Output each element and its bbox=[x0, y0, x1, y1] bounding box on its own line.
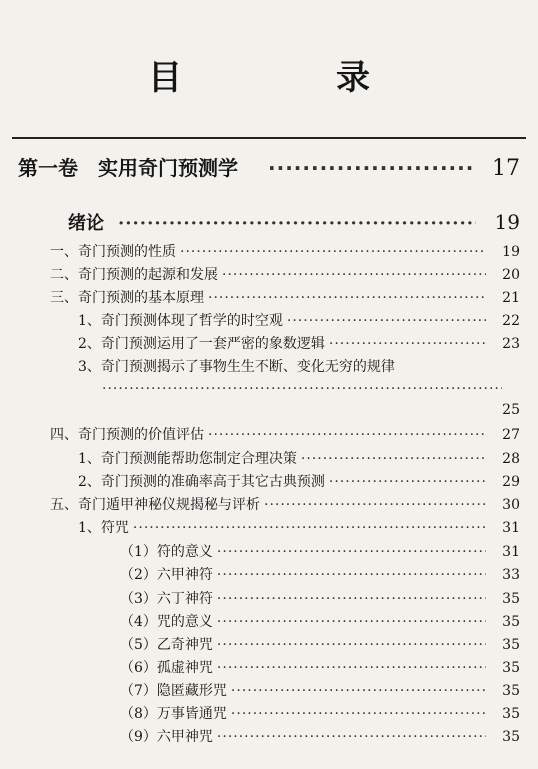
dot-leader bbox=[329, 336, 486, 352]
toc-entry-page: 35 bbox=[502, 591, 520, 607]
dot-leader bbox=[217, 614, 486, 630]
toc-entry-page: 28 bbox=[502, 451, 520, 467]
toc-entry[interactable] bbox=[0, 634, 538, 654]
toc-entry-label: 三、奇门预测的基本原理 bbox=[50, 290, 204, 306]
toc-entry-page: 35 bbox=[502, 660, 520, 676]
dot-leader bbox=[208, 290, 486, 306]
toc-entry-page: 31 bbox=[502, 544, 520, 560]
toc-entry-label: 1、奇门预测体现了哲学的时空观 bbox=[78, 313, 283, 329]
dot-leader bbox=[268, 156, 476, 180]
toc-entry-label: 一、奇门预测的性质 bbox=[50, 244, 176, 260]
toc-entry-label: （8）万事皆通咒 bbox=[120, 706, 227, 722]
dot-leader bbox=[217, 637, 486, 653]
dot-leader bbox=[301, 451, 486, 467]
toc-entry-label: 二、奇门预测的起源和发展 bbox=[50, 267, 218, 283]
toc-entry[interactable] bbox=[0, 241, 538, 261]
toc-entry-page: 30 bbox=[502, 497, 520, 513]
toc-entry-page: 25 bbox=[502, 402, 520, 418]
toc-entry[interactable] bbox=[0, 333, 538, 353]
header-rule bbox=[12, 137, 526, 139]
toc-entry-label: （3）六丁神符 bbox=[120, 591, 213, 607]
dot-leader bbox=[222, 267, 486, 283]
toc-entry-label: （2）六甲神符 bbox=[120, 567, 213, 583]
dot-leader bbox=[217, 544, 486, 560]
toc-entry-page: 23 bbox=[502, 336, 520, 352]
toc-entry-page: 35 bbox=[502, 729, 520, 745]
toc-entry-label: （6）孤虚神咒 bbox=[120, 660, 213, 676]
toc-entry[interactable] bbox=[0, 680, 538, 700]
toc-entry-label: （7）隐匿藏形咒 bbox=[120, 683, 227, 699]
toc-entry-label: 2、奇门预测的准确率高于其它古典预测 bbox=[78, 474, 325, 490]
toc-entry-page: 35 bbox=[502, 683, 520, 699]
dot-leader bbox=[180, 244, 486, 260]
dot-leader bbox=[329, 474, 486, 490]
toc-entry-label: 2、奇门预测运用了一套严密的象数逻辑 bbox=[78, 336, 325, 352]
toc-entry-label: 3、奇门预测揭示了事物生生不断、变化无穷的规律 bbox=[78, 359, 395, 375]
dot-leader bbox=[217, 729, 486, 745]
dot-leader bbox=[287, 313, 486, 329]
toc-entry-page: 27 bbox=[502, 427, 520, 443]
toc-entry-page: 20 bbox=[502, 267, 520, 283]
toc-entry-label: 五、奇门遁甲神秘仪规揭秘与评析 bbox=[50, 497, 260, 513]
toc-entry[interactable] bbox=[0, 726, 538, 746]
dot-leader bbox=[217, 567, 486, 583]
toc-intro-page: 19 bbox=[494, 210, 520, 234]
dot-leader bbox=[118, 213, 476, 234]
dot-leader bbox=[231, 706, 486, 722]
dot-leader bbox=[208, 427, 486, 443]
toc-entry[interactable] bbox=[0, 703, 538, 723]
toc-entry-page: 35 bbox=[502, 637, 520, 653]
dot-leader bbox=[217, 591, 486, 607]
toc-volume-label: 第一卷 实用奇门预测学 bbox=[18, 156, 238, 180]
page-title: 目 录 bbox=[148, 58, 430, 98]
toc-entry[interactable] bbox=[0, 541, 538, 561]
toc-entry[interactable] bbox=[0, 611, 538, 631]
toc-entry[interactable] bbox=[0, 564, 538, 584]
toc-entry-wrapped[interactable] bbox=[0, 356, 538, 376]
toc-entry[interactable] bbox=[0, 310, 538, 330]
toc-entry-label: （1）符的意义 bbox=[120, 544, 213, 560]
toc-entry[interactable] bbox=[0, 588, 538, 608]
dot-leader bbox=[231, 683, 486, 699]
toc-intro-entry[interactable] bbox=[0, 209, 538, 235]
toc-entry-page: 29 bbox=[502, 474, 520, 490]
toc-entry[interactable] bbox=[0, 424, 538, 444]
toc-intro-label: 绪论 bbox=[68, 213, 104, 234]
toc-entry[interactable] bbox=[0, 471, 538, 491]
toc-entry[interactable] bbox=[0, 448, 538, 468]
dot-leader bbox=[133, 520, 486, 536]
toc-entry-page: 19 bbox=[502, 244, 520, 260]
toc-entry-label: （9）六甲神咒 bbox=[120, 729, 213, 745]
toc-entry-label: （4）咒的意义 bbox=[120, 614, 213, 630]
toc-entry-label: （5）乙奇神咒 bbox=[120, 637, 213, 653]
dot-leader bbox=[217, 660, 486, 676]
dot-leader bbox=[264, 497, 486, 513]
toc-entry-page: 22 bbox=[502, 313, 520, 329]
toc-entry-page: 31 bbox=[502, 520, 520, 536]
toc-volume-entry[interactable] bbox=[0, 152, 538, 181]
toc-entry[interactable] bbox=[0, 264, 538, 284]
toc-volume-page: 17 bbox=[492, 156, 520, 181]
toc-entry-label: 1、符咒 bbox=[78, 520, 129, 536]
toc-entry-label: 1、奇门预测能帮助您制定合理决策 bbox=[78, 451, 297, 467]
toc-entry[interactable] bbox=[0, 494, 538, 514]
toc-entry-page: 33 bbox=[502, 567, 520, 583]
toc-entry-page: 35 bbox=[502, 614, 520, 630]
toc-entry-label: 四、奇门预测的价值评估 bbox=[50, 427, 204, 443]
toc-entry-page: 35 bbox=[502, 706, 520, 722]
toc-entry[interactable] bbox=[0, 517, 538, 537]
toc-entry[interactable] bbox=[0, 657, 538, 677]
toc-entry[interactable] bbox=[0, 287, 538, 307]
toc-entry-page: 21 bbox=[502, 290, 520, 306]
toc-entry-page-row bbox=[0, 380, 538, 418]
